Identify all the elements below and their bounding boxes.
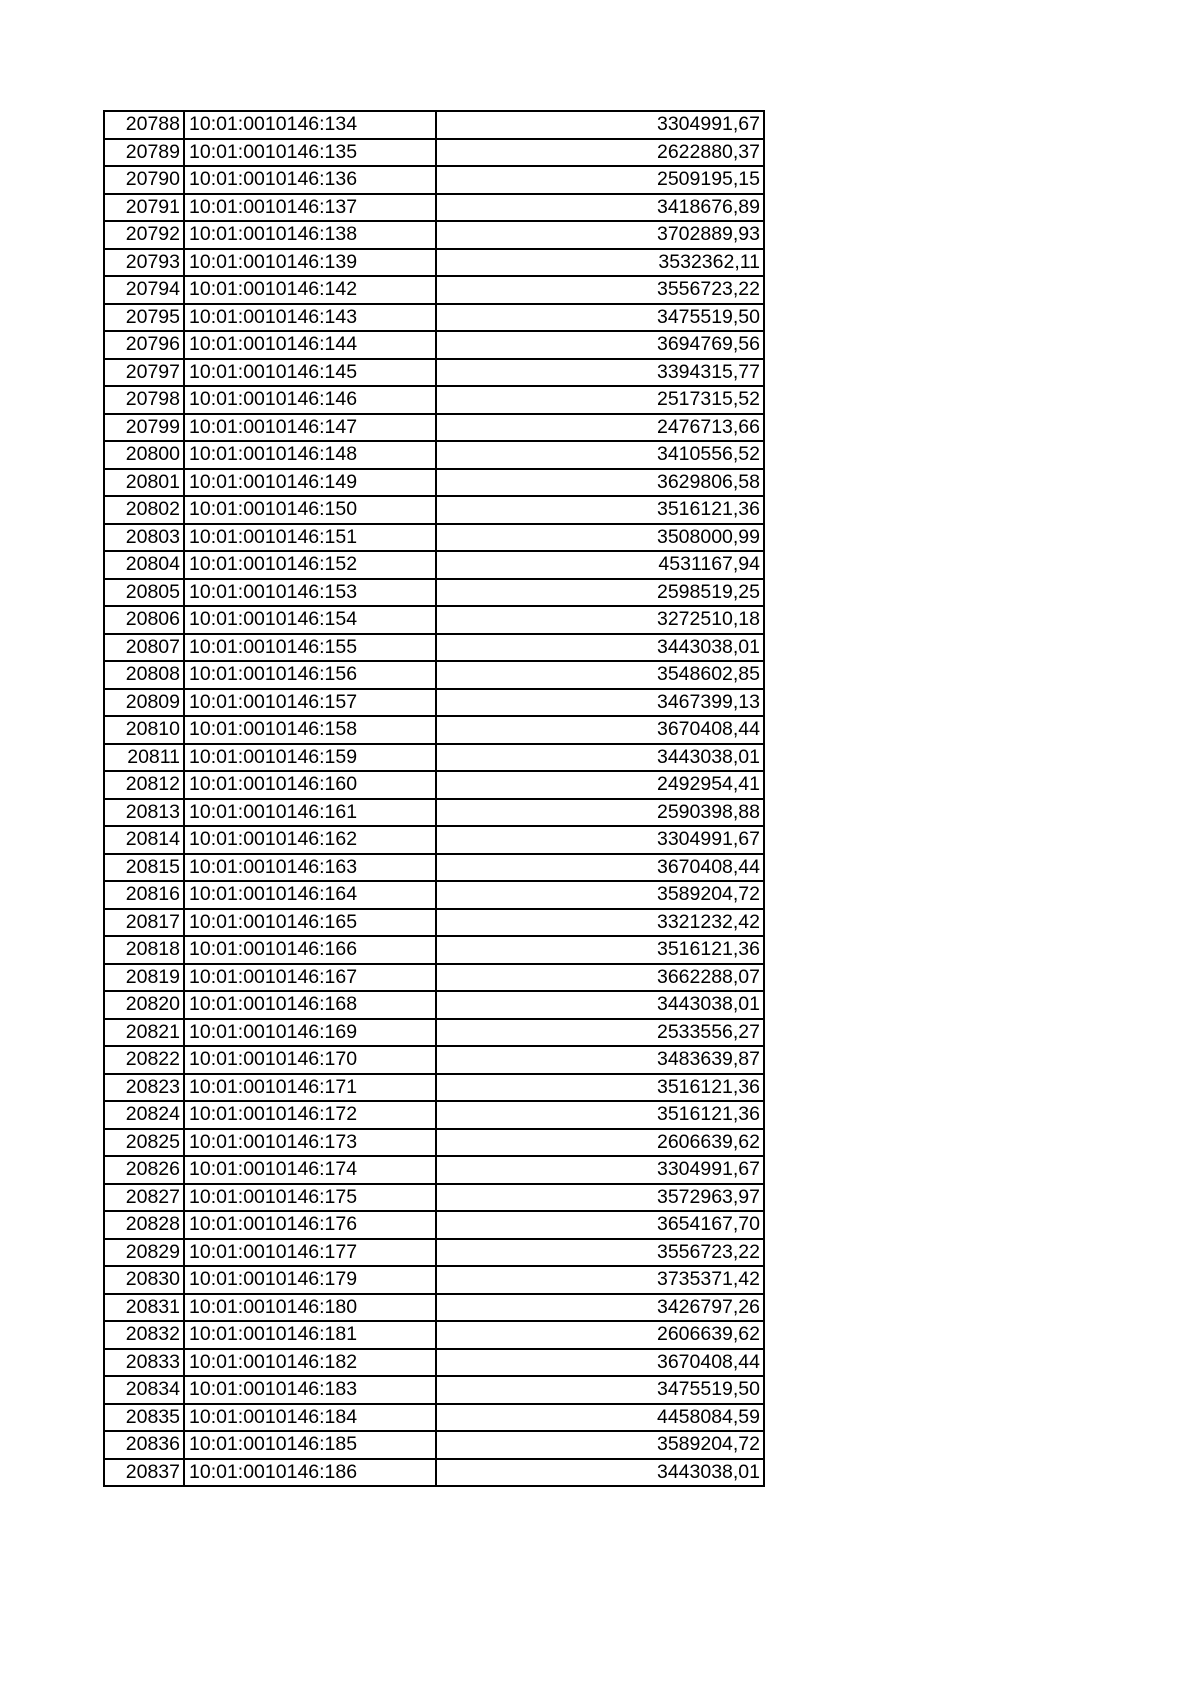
row-number-cell: 20824 [104,1101,184,1129]
value-cell: 3556723,22 [436,276,764,304]
table-row [104,111,764,139]
row-number-cell: 20830 [104,1266,184,1294]
value-cell: 3516121,36 [436,936,764,964]
value-cell: 3321232,42 [436,909,764,937]
table-row [104,1459,764,1487]
cadastral-number-cell: 10:01:0010146:153 [184,579,436,607]
table-row [104,1211,764,1239]
value-cell: 4531167,94 [436,551,764,579]
row-number-cell: 20836 [104,1431,184,1459]
table-row [104,1074,764,1102]
table-row [104,606,764,634]
row-number-cell: 20820 [104,991,184,1019]
row-number-cell: 20803 [104,524,184,552]
cadastral-number-cell: 10:01:0010146:173 [184,1129,436,1157]
cadastral-number-cell: 10:01:0010146:137 [184,194,436,222]
value-cell: 2606639,62 [436,1129,764,1157]
cadastral-number-cell: 10:01:0010146:171 [184,1074,436,1102]
table-row [104,1349,764,1377]
value-cell: 3443038,01 [436,744,764,772]
row-number-cell: 20800 [104,441,184,469]
row-number-cell: 20819 [104,964,184,992]
value-cell: 3516121,36 [436,1101,764,1129]
cadastral-number-cell: 10:01:0010146:163 [184,854,436,882]
cadastral-number-cell: 10:01:0010146:157 [184,689,436,717]
cadastral-number-cell: 10:01:0010146:183 [184,1376,436,1404]
cadastral-number-cell: 10:01:0010146:167 [184,964,436,992]
table-row [104,1156,764,1184]
table-row [104,194,764,222]
cadastral-number-cell: 10:01:0010146:139 [184,249,436,277]
cadastral-number-cell: 10:01:0010146:136 [184,166,436,194]
row-number-cell: 20801 [104,469,184,497]
value-cell: 3662288,07 [436,964,764,992]
table-row [104,1376,764,1404]
table-row [104,744,764,772]
cadastral-number-cell: 10:01:0010146:146 [184,386,436,414]
value-cell: 3304991,67 [436,111,764,139]
cadastral-number-cell: 10:01:0010146:182 [184,1349,436,1377]
table-row [104,524,764,552]
cadastral-number-cell: 10:01:0010146:149 [184,469,436,497]
value-cell: 3702889,93 [436,221,764,249]
table-row [104,496,764,524]
cadastral-number-cell: 10:01:0010146:180 [184,1294,436,1322]
table-row [104,634,764,662]
value-cell: 3670408,44 [436,716,764,744]
row-number-cell: 20799 [104,414,184,442]
value-cell: 2533556,27 [436,1019,764,1047]
cadastral-number-cell: 10:01:0010146:154 [184,606,436,634]
table-row [104,881,764,909]
table-row [104,936,764,964]
row-number-cell: 20835 [104,1404,184,1432]
row-number-cell: 20789 [104,139,184,167]
cadastral-number-cell: 10:01:0010146:185 [184,1431,436,1459]
table-row [104,991,764,1019]
table-row [104,1404,764,1432]
table-row [104,1129,764,1157]
row-number-cell: 20793 [104,249,184,277]
value-cell: 3589204,72 [436,1431,764,1459]
table-row [104,1101,764,1129]
table-row [104,551,764,579]
row-number-cell: 20810 [104,716,184,744]
row-number-cell: 20805 [104,579,184,607]
row-number-cell: 20822 [104,1046,184,1074]
value-cell: 3426797,26 [436,1294,764,1322]
row-number-cell: 20814 [104,826,184,854]
cadastral-number-cell: 10:01:0010146:184 [184,1404,436,1432]
cadastral-number-cell: 10:01:0010146:165 [184,909,436,937]
cadastral-number-cell: 10:01:0010146:177 [184,1239,436,1267]
value-cell: 3443038,01 [436,991,764,1019]
table-row [104,1019,764,1047]
row-number-cell: 20790 [104,166,184,194]
row-number-cell: 20831 [104,1294,184,1322]
cadastral-number-cell: 10:01:0010146:134 [184,111,436,139]
table-row [104,1239,764,1267]
cadastral-number-cell: 10:01:0010146:144 [184,331,436,359]
row-number-cell: 20826 [104,1156,184,1184]
row-number-cell: 20828 [104,1211,184,1239]
table-row [104,771,764,799]
value-cell: 3483639,87 [436,1046,764,1074]
value-cell: 3572963,97 [436,1184,764,1212]
value-cell: 3694769,56 [436,331,764,359]
cadastral-number-cell: 10:01:0010146:164 [184,881,436,909]
cadastral-number-cell: 10:01:0010146:135 [184,139,436,167]
row-number-cell: 20791 [104,194,184,222]
cadastral-number-cell: 10:01:0010146:150 [184,496,436,524]
cadastral-number-cell: 10:01:0010146:181 [184,1321,436,1349]
value-cell: 3735371,42 [436,1266,764,1294]
table-row [104,304,764,332]
table-row [104,221,764,249]
value-cell: 3272510,18 [436,606,764,634]
row-number-cell: 20834 [104,1376,184,1404]
value-cell: 3654167,70 [436,1211,764,1239]
row-number-cell: 20809 [104,689,184,717]
row-number-cell: 20808 [104,661,184,689]
cadastral-number-cell: 10:01:0010146:176 [184,1211,436,1239]
table-row [104,414,764,442]
row-number-cell: 20796 [104,331,184,359]
cadastral-number-cell: 10:01:0010146:143 [184,304,436,332]
table-row [104,359,764,387]
value-cell: 3394315,77 [436,359,764,387]
cadastral-number-cell: 10:01:0010146:138 [184,221,436,249]
value-cell: 3304991,67 [436,826,764,854]
row-number-cell: 20812 [104,771,184,799]
cadastral-number-cell: 10:01:0010146:162 [184,826,436,854]
value-cell: 2622880,37 [436,139,764,167]
cadastral-number-cell: 10:01:0010146:142 [184,276,436,304]
cadastral-number-cell: 10:01:0010146:179 [184,1266,436,1294]
table-row [104,826,764,854]
table-row [104,386,764,414]
cadastral-number-cell: 10:01:0010146:161 [184,799,436,827]
value-cell: 3467399,13 [436,689,764,717]
row-number-cell: 20823 [104,1074,184,1102]
value-cell: 3589204,72 [436,881,764,909]
row-number-cell: 20813 [104,799,184,827]
table-row [104,441,764,469]
cadastral-number-cell: 10:01:0010146:155 [184,634,436,662]
row-number-cell: 20827 [104,1184,184,1212]
row-number-cell: 20821 [104,1019,184,1047]
value-cell: 3410556,52 [436,441,764,469]
value-cell: 2590398,88 [436,799,764,827]
value-cell: 3418676,89 [436,194,764,222]
value-cell: 3532362,11 [436,249,764,277]
cadastral-number-cell: 10:01:0010146:145 [184,359,436,387]
value-cell: 2598519,25 [436,579,764,607]
value-cell: 3516121,36 [436,496,764,524]
row-number-cell: 20818 [104,936,184,964]
table-row [104,166,764,194]
table-row [104,1321,764,1349]
row-number-cell: 20811 [104,744,184,772]
cadastral-number-cell: 10:01:0010146:172 [184,1101,436,1129]
table-row [104,469,764,497]
cadastral-number-cell: 10:01:0010146:169 [184,1019,436,1047]
value-cell: 3670408,44 [436,854,764,882]
value-cell: 3548602,85 [436,661,764,689]
row-number-cell: 20816 [104,881,184,909]
table-row [104,1046,764,1074]
row-number-cell: 20832 [104,1321,184,1349]
row-number-cell: 20817 [104,909,184,937]
row-number-cell: 20798 [104,386,184,414]
row-number-cell: 20806 [104,606,184,634]
value-cell: 3670408,44 [436,1349,764,1377]
cadastral-number-cell: 10:01:0010146:148 [184,441,436,469]
value-cell: 3475519,50 [436,1376,764,1404]
value-cell: 3475519,50 [436,304,764,332]
value-cell: 3508000,99 [436,524,764,552]
row-number-cell: 20797 [104,359,184,387]
row-number-cell: 20788 [104,111,184,139]
row-number-cell: 20825 [104,1129,184,1157]
value-cell: 2606639,62 [436,1321,764,1349]
value-cell: 2492954,41 [436,771,764,799]
cadastral-number-cell: 10:01:0010146:151 [184,524,436,552]
cadastral-number-cell: 10:01:0010146:186 [184,1459,436,1487]
cadastral-number-cell: 10:01:0010146:160 [184,771,436,799]
table-row [104,661,764,689]
value-cell: 4458084,59 [436,1404,764,1432]
table-row [104,716,764,744]
table-row [104,689,764,717]
row-number-cell: 20802 [104,496,184,524]
table-row [104,1294,764,1322]
cadastral-number-cell: 10:01:0010146:166 [184,936,436,964]
cadastral-number-cell: 10:01:0010146:174 [184,1156,436,1184]
value-cell: 2476713,66 [436,414,764,442]
table-row [104,964,764,992]
row-number-cell: 20837 [104,1459,184,1487]
cadastral-number-cell: 10:01:0010146:147 [184,414,436,442]
data-table [103,110,765,1487]
cadastral-number-cell: 10:01:0010146:170 [184,1046,436,1074]
row-number-cell: 20829 [104,1239,184,1267]
row-number-cell: 20807 [104,634,184,662]
value-cell: 3443038,01 [436,1459,764,1487]
row-number-cell: 20795 [104,304,184,332]
table-row [104,1431,764,1459]
table-row [104,799,764,827]
value-cell: 3516121,36 [436,1074,764,1102]
table-row [104,854,764,882]
table-row [104,249,764,277]
cadastral-number-cell: 10:01:0010146:158 [184,716,436,744]
row-number-cell: 20833 [104,1349,184,1377]
value-cell: 3304991,67 [436,1156,764,1184]
value-cell: 3629806,58 [436,469,764,497]
table-row [104,331,764,359]
cadastral-number-cell: 10:01:0010146:159 [184,744,436,772]
table-row [104,1184,764,1212]
cadastral-number-cell: 10:01:0010146:152 [184,551,436,579]
value-cell: 2509195,15 [436,166,764,194]
row-number-cell: 20792 [104,221,184,249]
table-row [104,276,764,304]
cadastral-number-cell: 10:01:0010146:175 [184,1184,436,1212]
row-number-cell: 20804 [104,551,184,579]
cadastral-number-cell: 10:01:0010146:156 [184,661,436,689]
row-number-cell: 20815 [104,854,184,882]
table-row [104,909,764,937]
table-row [104,139,764,167]
cadastral-number-cell: 10:01:0010146:168 [184,991,436,1019]
row-number-cell: 20794 [104,276,184,304]
table-row [104,579,764,607]
table-row [104,1266,764,1294]
value-cell: 3443038,01 [436,634,764,662]
value-cell: 2517315,52 [436,386,764,414]
value-cell: 3556723,22 [436,1239,764,1267]
table-body [104,111,764,1486]
